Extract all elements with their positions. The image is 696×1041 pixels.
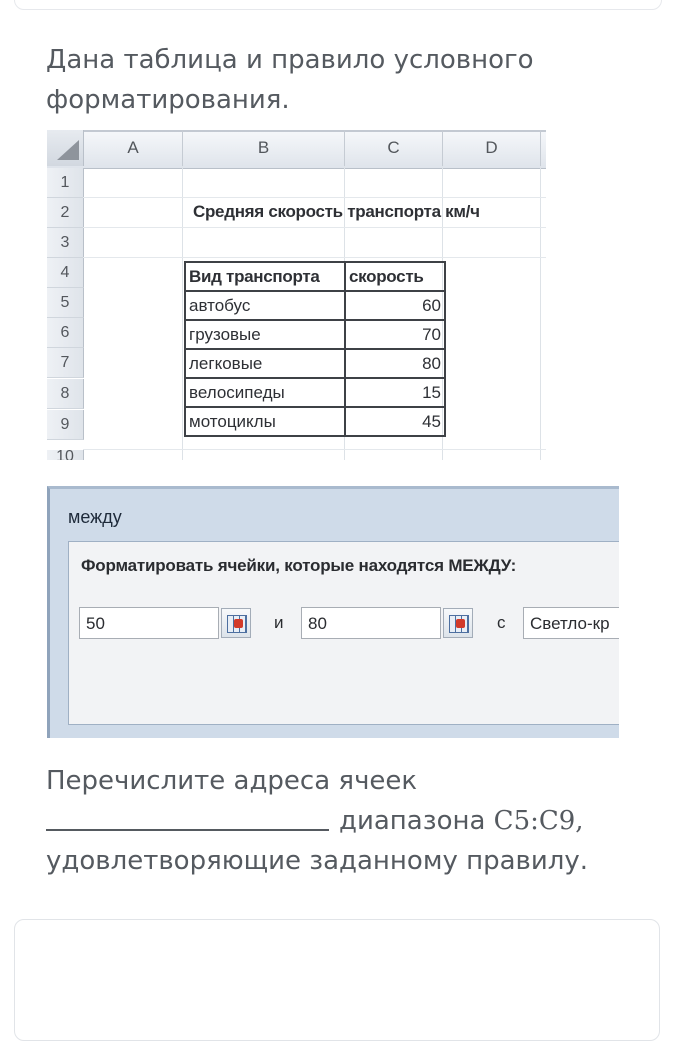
row-header-1: 1 xyxy=(47,168,84,198)
question-intro: Дана таблица и правило условного форматирования. xyxy=(46,45,534,115)
row-header-10: 10 xyxy=(47,450,84,460)
table-row xyxy=(185,320,445,349)
column-header-b: B xyxy=(183,130,345,166)
row-header-5: 5 xyxy=(47,288,84,318)
cell-speed: 80 xyxy=(345,349,445,378)
format-select[interactable]: Светло-кр xyxy=(523,607,619,639)
previous-card xyxy=(14,0,662,10)
row-header-9: 9 xyxy=(47,410,84,440)
with-label: с xyxy=(497,613,506,632)
row-header-3: 3 xyxy=(47,228,84,258)
sheet-title: Средняя скорость транспорта км/ч xyxy=(193,202,480,221)
dialog-rule-label: Форматировать ячейки, которые находятся МЕЖДУ: xyxy=(81,556,517,575)
cell-type: автобус xyxy=(185,291,345,320)
header-speed: скорость xyxy=(345,262,445,291)
answer-blank xyxy=(46,807,329,831)
row-header-8: 8 xyxy=(47,379,84,409)
range-select-icon[interactable] xyxy=(221,608,251,638)
row-header-6: 6 xyxy=(47,318,84,348)
ask-part2: диапазона xyxy=(339,806,486,836)
cell-type: грузовые xyxy=(185,320,345,349)
row-header-4: 4 xyxy=(47,258,84,288)
column-header-a: A xyxy=(84,130,183,166)
ask-part1: Перечислите адреса ячеек xyxy=(46,766,418,796)
row-header-7: 7 xyxy=(47,348,84,378)
dialog-title: между xyxy=(68,507,122,527)
value-from-input[interactable]: 50 xyxy=(79,607,219,639)
table-row xyxy=(185,378,445,407)
cell-speed: 60 xyxy=(345,291,445,320)
spreadsheet-image xyxy=(47,130,546,460)
select-all-corner xyxy=(47,130,84,166)
and-label: и xyxy=(274,613,284,632)
cell-speed: 70 xyxy=(345,320,445,349)
cell-speed: 15 xyxy=(345,378,445,407)
cell-type: легковые xyxy=(185,349,345,378)
column-header-d: D xyxy=(443,130,541,166)
ask-part3: удовлетворяющие заданному правилу. xyxy=(46,846,589,876)
cell-range: С5:С9, xyxy=(493,806,584,836)
table-row xyxy=(185,407,445,436)
range-select-icon[interactable] xyxy=(443,608,473,638)
value-to-input[interactable]: 80 xyxy=(301,607,441,639)
speed-table xyxy=(184,261,446,437)
table-row xyxy=(185,349,445,378)
table-header-row xyxy=(185,262,445,291)
question-ask xyxy=(46,761,606,881)
table-row xyxy=(185,291,445,320)
cell-type: велосипеды xyxy=(185,378,345,407)
conditional-format-dialog xyxy=(47,486,619,738)
answer-box[interactable] xyxy=(14,919,660,1041)
cell-speed: 45 xyxy=(345,407,445,436)
cell-type: мотоциклы xyxy=(185,407,345,436)
header-transport-type: Вид транспорта xyxy=(185,262,345,291)
column-header-c: C xyxy=(345,130,443,166)
row-header-2: 2 xyxy=(47,198,84,228)
dialog-body xyxy=(68,541,619,725)
